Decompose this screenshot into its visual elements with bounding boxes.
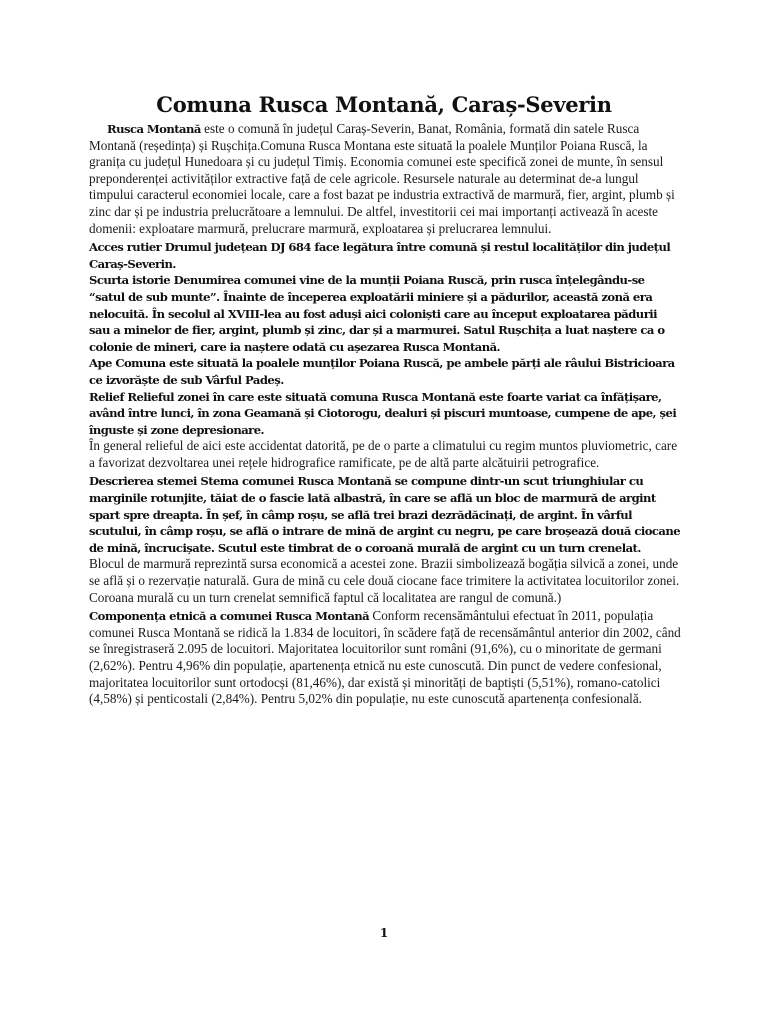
stema-detail-paragraph: Blocul de marmură reprezintă sursa economică a acestei zone. Brazii simbolizează bogăția silvică a zonei, unde se află și o rezervație naturală. Gura de mină cu cele două ciocane face trimitere la activitatea locuitorilor zonei. Coroana murală cu un turn crenelat semnifică faptul că localitatea are rangul de comună.) (89, 556, 680, 605)
etnic-lead: Componența etnică a comunei Rusca Montană (89, 609, 370, 624)
istorie-paragraph: Scurta istorie Denumirea comunei vine de la munții Poiana Ruscă, prin rusca înțelegându-se “satul de sub munte”. Înainte de începerea exploatării miniere și a pădurilor, această zonă era nelocuită. În secolul al XVIII-lea au fost aduși aici coloniști care au început exploatarea pădurii sau a minelor de fier, argint, plumb și zinc, dar și a marmurei. Satul Rușchița a luat naștere ca o colonie de mineri, care ia naștere odată cu așezarea Rusca Montană. (89, 273, 665, 354)
relief-paragraph: Relief Relieful zonei în care este situată comuna Rusca Montană este foarte variat ca înfățișare, având între lunci, în zona Geamană și Ciotorogu, dealuri și piscuri muntoase, cumpene de ape, șei înguste și zone depresionare. (89, 389, 677, 437)
relief-detail-paragraph: În general relieful de aici este accidentat datorită, pe de o parte a climatului cu regim muntos pluviometric, care a favorizat dezvoltarea unei rețele hidrografice ramificate, pe de altă parte alcătuirii petrografice. (89, 438, 678, 470)
page-title: Comuna Rusca Montană, Caraș-Severin (156, 92, 612, 117)
ape-paragraph: Ape Comuna este situată la poalele munților Poiana Ruscă, pe ambele părți ale râului Bistricioara ce izvorăște de sub Vârful Padeș. (89, 356, 675, 387)
acces-paragraph: Acces rutier Drumul județean DJ 684 face legătura între comună și restul localităților din județul Caraș-Severin. (89, 240, 671, 271)
intro-lead: Rusca Montană (107, 122, 201, 136)
intro-paragraph (89, 121, 681, 237)
etnic-text: Conform recensământului efectuat în 2011, populația comunei Rusca Montană se ridică la 1.834 de locuitori, în scădere față de recensământul anterior din 2002, când se înregistraseră 2.095 de locuitori. Majoritatea locuitorilor sunt români (91,6%), cu o minoritate de germani (2,62%). Pentru 4,96% din populație, apartenența etnică nu este cunoscută. Din punct de vedere confesional, majoritatea locuitorilor sunt ortodocși (81,46%), dar există și minorități de baptiști (5,51%), romano-catolici (4,58%) și penticostali (2,84%). Pentru 5,02% din populație, nu este cunoscută apartenența confesională. (89, 608, 681, 707)
page-number: 1 (379, 926, 389, 940)
etnic-paragraph (89, 608, 681, 708)
document-body (89, 121, 681, 708)
stema-paragraph: Descrierea stemei Stema comunei Rusca Montană se compune dintr-un scut triunghiular cu marginile rotunjite, tăiat de o fascie lată albastră, în care se află un bloc de marmură de argint spart spre dreapta. În șef, în câmp roșu, se află trei brazi dezrădăcinați, de argint. În vârful scutului, în câmp roșu, se află o intrare de mină de argint cu negru, pe care broșează două ciocane de mină, încrucișate. Scutul este timbrat de o coroană murală de argint cu un turn crenelat. (89, 474, 681, 555)
intro-text: este o comună în județul Caraș-Severin, Banat, România, formată din satele Rusca Montană (reședința) și Rușchița.Comuna Rusca Montana este situată la poalele Munților Poiana Ruscă, la granița cu județul Hunedoara și cu județul Timiș. Economia comunei este specifică zonei de munte, în sensul preponderenței activităților extractive față de cele agricole. Resursele naturale au determinat de-a lungul timpului caracterul economiei locale, care a fost bazat pe industria extractivă de marmură, fier, argint, plumb și zinc dar și pe industria prelucrătoare a lemnului. De altfel, investitorii cei mai importanți activează în aceste domenii: exploatare marmură, prelucrare marmură, exploatarea și prelucrarea lemnului. (89, 121, 675, 236)
